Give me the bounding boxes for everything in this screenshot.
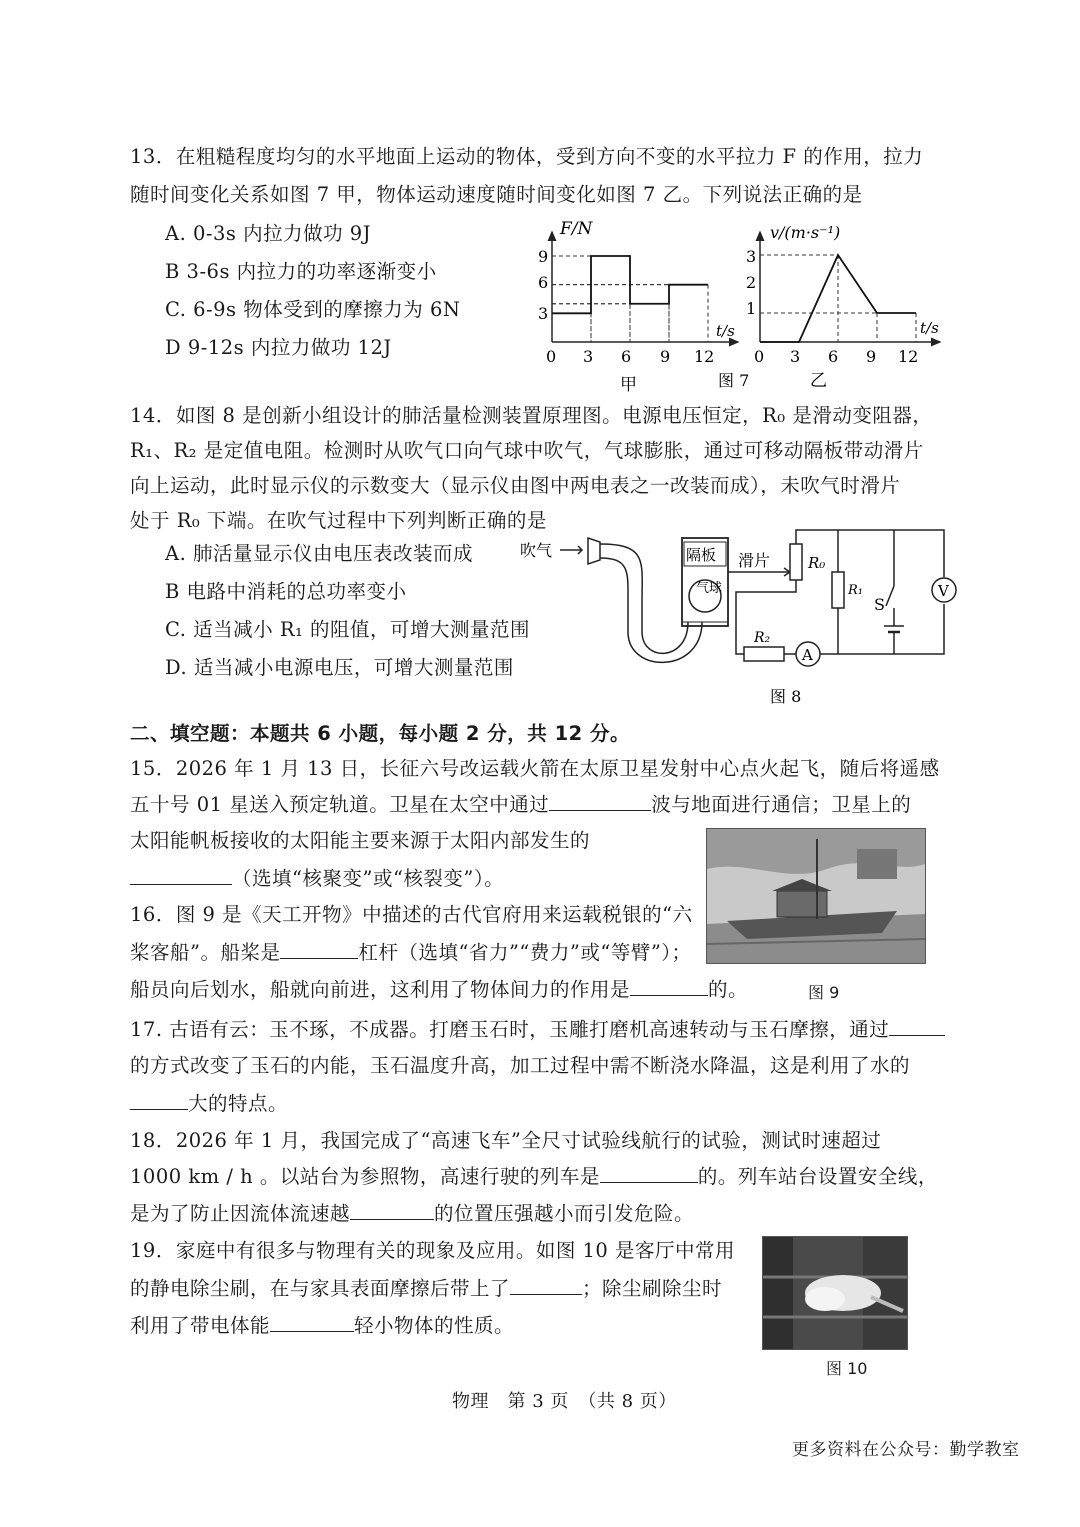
jia-xtick-3: 3 — [583, 347, 594, 366]
figure-9-boat-image — [706, 828, 926, 964]
jia-xtick-0: 0 — [546, 347, 557, 366]
q15-line2: 五十号 01 星送入预定轨道。卫星在太空中通过 波与地面进行通信；卫星上的 — [130, 793, 912, 816]
q13-option-d: D 9-12s 内拉力做功 12J — [165, 336, 392, 359]
jia-ytick-3: 3 — [538, 304, 549, 323]
q16-line3: 船员向后划水，船就向前进，这利用了物体间力的作用是 的。 — [130, 978, 749, 1001]
slider-label: 滑片 — [738, 551, 771, 570]
jia-ylabel: F/N — [560, 219, 593, 239]
jia-ytick-6: 6 — [538, 273, 549, 292]
q16-line1: 16．图 9 是《天工开物》中描述的古代官府用来运载税银的“六 — [130, 903, 693, 926]
q14-stem-line1: 14．如图 8 是创新小组设计的肺活量检测装置原理图。电源电压恒定，R₀ 是滑动变阻器， — [130, 404, 933, 427]
jia-ytick-9: 9 — [538, 247, 549, 266]
q15-line4: （选填“核聚变”或“核裂变”）。 — [130, 866, 504, 891]
yi-xtick-3: 3 — [790, 347, 801, 366]
q13-stem-line1: 13．在粗糙程度均匀的水平地面上运动的物体，受到方向不变的水平拉力 F 的作用，拉力 — [130, 145, 924, 168]
q14-option-c: C. 适当减小 R₁ 的阻值，可增大测量范围 — [165, 618, 531, 641]
r2-resistor — [744, 647, 784, 661]
q17-line1: 17. 古语有云：玉不琢，不成器。打磨玉石时，玉雕打磨机高速转动与玉石摩擦，通过 — [130, 1017, 945, 1042]
q16-line2: 桨客船”。船桨是 杠杆（选填“省力”“费力”或“等臂”）； — [130, 941, 692, 964]
blow-label: 吹气 — [520, 541, 553, 560]
yi-ylabel: v/(m·s⁻¹) — [770, 223, 841, 242]
page-footer: 物理 第 3 页 （共 8 页） — [452, 1391, 677, 1412]
q13-option-a: A. 0-3s 内拉力做功 9J — [165, 222, 372, 245]
switch-label: S — [874, 595, 885, 614]
q19-blank-2[interactable] — [270, 1313, 354, 1332]
q13-option-b: B 3-6s 内拉力的功率逐渐变小 — [165, 260, 437, 283]
r1-label: R₁ — [848, 583, 863, 598]
q18-line3: 是为了防止因流体流速越 的位置压强越小而引发危险。 — [130, 1202, 695, 1225]
figure-10-duster-image — [762, 1236, 908, 1350]
q14-option-b: B 电路中消耗的总功率变小 — [165, 580, 407, 603]
jia-force-line — [552, 256, 708, 342]
yi-xtick-12: 12 — [898, 347, 919, 366]
q14-stem-line2: R₁、R₂ 是定值电阻。检测时从吹气口向气球中吹气，气球膨胀，通过可移动隔板带动滑片 — [130, 439, 924, 462]
figure-8-circuit — [518, 522, 968, 712]
jia-label: 甲 — [620, 375, 637, 395]
figure-9-caption: 图 9 — [808, 983, 840, 1002]
q18-blank-2[interactable] — [350, 1201, 434, 1220]
q15-blank-2[interactable] — [130, 866, 232, 885]
yi-ytick-2: 2 — [746, 273, 757, 292]
q16-blank-2[interactable] — [630, 977, 708, 996]
figure-7 — [520, 212, 960, 397]
q16-blank-1[interactable] — [280, 940, 358, 959]
jia-xlabel: t/s — [716, 322, 735, 340]
yi-xtick-0: 0 — [754, 347, 765, 366]
yi-xtick-6: 6 — [828, 347, 839, 366]
figure-8-caption: 图 8 — [770, 687, 802, 706]
q17-line3: 大的特点。 — [130, 1091, 288, 1116]
section-2-heading: 二、填空题：本题共 6 小题，每小题 2 分，共 12 分。 — [130, 722, 631, 745]
q13-option-c: C. 6-9s 物体受到的摩擦力为 6N — [165, 298, 461, 321]
q15-line1: 15．2026 年 1 月 13 日，长征六号改运载火箭在太原卫星发射中心点火起飞，随后将遥感 — [130, 757, 940, 780]
figure-10-caption: 图 10 — [826, 1359, 868, 1378]
r1-resistor — [832, 572, 844, 608]
q18-blank-1[interactable] — [600, 1164, 698, 1183]
jia-xtick-9: 9 — [660, 347, 671, 366]
q19-line1: 19．家庭中有很多与物理有关的现象及应用。如图 10 是客厅中常用 — [130, 1239, 736, 1262]
jia-xtick-12: 12 — [694, 347, 715, 366]
q18-line2: 1000 km / h 。以站台为参照物，高速行驶的列车是 的。列车站台设置安全线， — [130, 1165, 938, 1188]
q15-blank-1[interactable] — [549, 792, 651, 811]
partition-label: 隔板 — [686, 546, 717, 564]
voltmeter-label: V — [938, 582, 949, 600]
q15-line3: 太阳能帆板接收的太阳能主要来源于太阳内部发生的 — [130, 829, 591, 852]
r0-resistor — [790, 544, 802, 580]
q14-stem-line3: 向上运动，此时显示仪的示数变大（显示仪由图中两电表之一改装而成），未吹气时滑片 — [130, 474, 901, 497]
yi-label: 乙 — [810, 371, 827, 391]
q14-option-d: D. 适当减小电源电压，可增大测量范围 — [165, 656, 514, 679]
q14-option-a: A. 肺活量显示仪由电压表改装而成 — [165, 542, 473, 565]
jia-xtick-6: 6 — [621, 347, 632, 366]
q17-line2: 的方式改变了玉石的内能，玉石温度升高，加工过程中需不断浇水降温，这是利用了水的 — [130, 1054, 911, 1077]
q14-stem-line4: 处于 R₀ 下端。在吹气过程中下列判断正确的是 — [130, 509, 547, 532]
yi-ytick-1: 1 — [746, 299, 757, 318]
q19-line3: 利用了带电体能 轻小物体的性质。 — [130, 1314, 515, 1337]
r0-label: R₀ — [808, 554, 826, 572]
balloon-label: 气球 — [696, 581, 723, 596]
yi-ytick-3: 3 — [746, 247, 757, 266]
yi-xlabel: t/s — [920, 319, 939, 337]
figure-7-caption: 图 7 — [718, 371, 750, 390]
watermark: 更多资料在公众号：勤学教室 — [792, 1440, 1020, 1460]
q18-line1: 18．2026 年 1 月，我国完成了“高速飞车”全尺寸试验线航行的试验，测试时速超过 — [130, 1129, 882, 1152]
q19-blank-1[interactable] — [510, 1276, 582, 1295]
q17-blank-1[interactable] — [889, 1017, 945, 1036]
q19-line2: 的静电除尘刷，在与家具表面摩擦后带上了 ；除尘刷除尘时 — [130, 1277, 723, 1300]
q13-stem-line2: 随时间变化关系如图 7 甲，物体运动速度随时间变化如图 7 乙。下列说法正确的是 — [130, 183, 863, 206]
yi-velocity-line — [760, 255, 916, 342]
switch — [886, 586, 894, 606]
ammeter-label: A — [802, 646, 813, 664]
q17-blank-2[interactable] — [130, 1091, 188, 1110]
r2-label: R₂ — [754, 630, 771, 646]
yi-xtick-9: 9 — [866, 347, 877, 366]
